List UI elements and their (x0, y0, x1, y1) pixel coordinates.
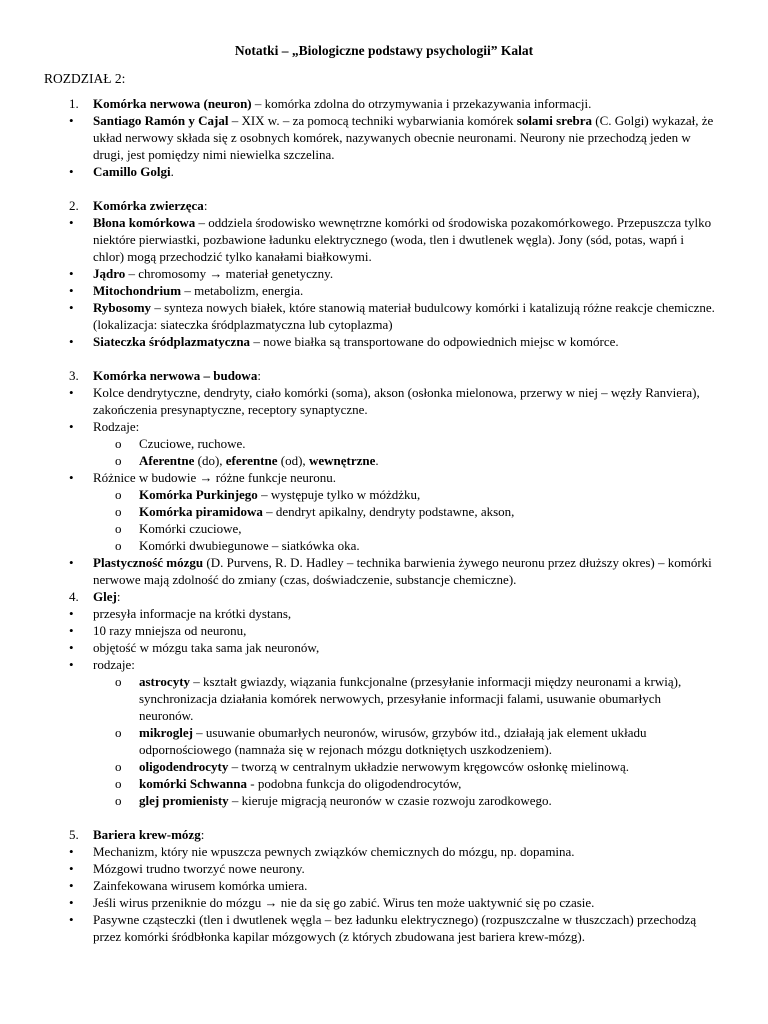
chapter-heading: ROZDZIAŁ 2: (44, 71, 126, 86)
sub-list-item (0, 486, 768, 503)
text-run: rodzaje: (93, 657, 135, 672)
sub-bullet: o (115, 759, 122, 774)
list-item (0, 265, 768, 282)
bullet: • (69, 113, 74, 128)
list-number: 3. (69, 368, 79, 383)
section-gap (0, 350, 768, 367)
list-item (0, 163, 768, 180)
text-run: : (200, 827, 205, 842)
sub-bullet: o (115, 538, 122, 553)
bold-term: Komórka nerwowa – budowa (93, 368, 258, 383)
text-run: – synteza nowych białek, które stanowią materiał budulcowy komórki i katalizują różne reakcje chemiczne. (lokalizacja: siateczka śródplazmatyczna lub cytoplazma) (93, 300, 715, 332)
text-run: . (170, 164, 174, 179)
bold-term: mikroglej (139, 725, 193, 740)
bullet: • (69, 334, 74, 349)
text-run: Mechanizm, który nie wpuszcza pewnych związków chemicznych do mózgu, np. dopamina. (93, 844, 575, 859)
bold-term: Rybosomy (93, 300, 152, 315)
list-item (0, 367, 768, 384)
bold-term: Siateczka śródplazmatyczna (93, 334, 251, 349)
bold-term: komórki Schwanna (139, 776, 247, 791)
bold-term: Plastyczność mózgu (93, 555, 204, 570)
list-item (0, 214, 768, 265)
sub-list-item (0, 724, 768, 758)
sub-bullet: o (115, 504, 122, 519)
list-number: 1. (69, 96, 79, 111)
text-run: (C. Golgi) wykazał, że układ nerwowy składa się z osobnych komórek, nazywanych obecnie neuronami. Neurony nie przechodzą jeden w drugi, jest pomiędzy nimi niewielka szczelina. (93, 113, 714, 162)
list-number: 4. (69, 589, 79, 604)
sub-bullet: o (115, 453, 122, 468)
text-run: . (375, 453, 379, 468)
list-item (0, 656, 768, 673)
bullet: • (69, 555, 74, 570)
bullet: • (69, 300, 74, 315)
list-item (0, 197, 768, 214)
bold-term: Komórka nerwowa (neuron) (93, 96, 252, 111)
text-run: Kolce dendrytyczne, dendryty, ciało komórki (soma), akson (osłonka mielonowa, przerwy w niej – węzły Ranviera), zakończenia presynaptyczne, receptory synaptyczne. (93, 385, 700, 417)
sub-list-item (0, 435, 768, 452)
list-number: 5. (69, 827, 79, 842)
bold-term: Bariera krew-mózg (93, 827, 201, 842)
list-item (0, 911, 768, 945)
list-item (0, 877, 768, 894)
text-run: – XIX w. – za pomocą techniki wybarwiania komórek (228, 113, 517, 128)
bullet: • (69, 895, 74, 910)
bold-term: Aferentne (139, 453, 195, 468)
bold-term: Camillo Golgi (93, 164, 171, 179)
list-item (0, 639, 768, 656)
bold-term: solami srebra (516, 113, 592, 128)
list-item (0, 299, 768, 333)
list-item (0, 554, 768, 588)
notes-list (0, 95, 768, 945)
bold-term: Komórka Purkinjego (139, 487, 258, 502)
text-run: Jeśli wirus przeniknie do mózgu → nie da się go zabić. Wirus ten może uaktywnić się po czasie. (93, 895, 595, 910)
text-run: Pasywne cząsteczki (tlen i dwutlenek węgla – bez ładunku elektrycznego) (rozpuszczalne w tłuszczach) przechodzą przez komórki śródbłonka kapilar mózgowych (z których zbudowana jest bariera krew-mózg). (93, 912, 697, 944)
bold-term: Glej (93, 589, 117, 604)
list-item (0, 384, 768, 418)
list-item (0, 282, 768, 299)
bullet: • (69, 912, 74, 927)
text-run: – kieruje migracją neuronów w czasie rozwoju zarodkowego. (228, 793, 552, 808)
bold-term: Jądro (93, 266, 126, 281)
text-run: – kształt gwiazdy, wiązania funkcjonalne (przesyłanie informacji między neuronami a krwią), synchronizacja działania komórek nerwowych, przesyłanie informacji falami, usuwanie obumarłych neuronów. (139, 674, 682, 723)
bullet: • (69, 470, 74, 485)
bold-term: eferentne (225, 453, 278, 468)
text-run: – usuwanie obumarłych neuronów, wirusów, grzybów itd., działają jak element układu odpornościowego (namnaża się w rejonach mózgu dotkniętych uszkodzeniem). (139, 725, 647, 757)
bullet: • (69, 215, 74, 230)
bold-term: Komórka zwierzęca (93, 198, 204, 213)
bullet: • (69, 164, 74, 179)
section-gap (0, 809, 768, 826)
list-item (0, 894, 768, 911)
list-item (0, 333, 768, 350)
bullet: • (69, 385, 74, 400)
list-item (0, 469, 768, 486)
text-run: – oddziela środowisko wewnętrzne komórki od środowiska pozakomórkowego. Przepuszcza tylko niektóre pierwiastki, pozbawione ładunku elektrycznego (woda, tlen i dwutlenek węgla). Jony (sód, potas, wapń i chlor) mogą przechodzić tylko kanałami białkowymi. (93, 215, 712, 264)
list-item (0, 588, 768, 605)
text-run: – chromosomy → materiał genetyczny. (125, 266, 334, 281)
list-item (0, 622, 768, 639)
bold-term: oligodendrocyty (139, 759, 229, 774)
text-run: : (257, 368, 261, 383)
sub-bullet: o (115, 521, 122, 536)
bullet: • (69, 283, 74, 298)
list-item (0, 112, 768, 163)
text-run: – metabolizm, energia. (181, 283, 304, 298)
text-run: – komórka zdolna do otrzymywania i przekazywania informacji. (251, 96, 592, 111)
sub-list-item (0, 503, 768, 520)
bold-term: Mitochondrium (93, 283, 182, 298)
text-run: : (116, 589, 121, 604)
sub-bullet: o (115, 487, 122, 502)
bullet: • (69, 266, 74, 281)
list-item (0, 418, 768, 435)
bullet: • (69, 861, 74, 876)
list-item (0, 860, 768, 877)
list-number: 2. (69, 198, 79, 213)
text-run: objętość w mózgu taka sama jak neuronów, (93, 640, 320, 655)
list-item (0, 843, 768, 860)
text-run: Mózgowi trudno tworzyć nowe neurony. (93, 861, 305, 876)
list-item (0, 826, 768, 843)
sub-bullet: o (115, 725, 122, 740)
document-title: Notatki – „Biologiczne podstawy psychologii” Kalat (234, 43, 534, 58)
text-run: Różnice w budowie → różne funkcje neuronu. (93, 470, 336, 485)
text-run: – tworzą w centralnym układzie nerwowym kręgowców osłonkę mielinową. (228, 759, 630, 774)
bullet: • (69, 606, 74, 621)
text-run: Zainfekowana wirusem komórka umiera. (93, 878, 308, 893)
sub-list-item (0, 673, 768, 724)
list-item (0, 95, 768, 112)
bullet: • (69, 657, 74, 672)
sub-bullet: o (115, 793, 122, 808)
text-run: – nowe białka są transportowane do odpowiednich miejsc w komórce. (250, 334, 619, 349)
bullet: • (69, 878, 74, 893)
bullet: • (69, 623, 74, 638)
sub-list-item (0, 520, 768, 537)
list-item (0, 605, 768, 622)
sub-list-item (0, 452, 768, 469)
text-run: : (203, 198, 208, 213)
sub-list-item (0, 775, 768, 792)
text-run: (od), (277, 453, 309, 468)
text-run: Komórki czuciowe, (139, 521, 242, 536)
text-run: – występuje tylko w móżdżku, (257, 487, 421, 502)
bold-term: Santiago Ramón y Cajal (93, 113, 229, 128)
sub-bullet: o (115, 436, 122, 451)
sub-list-item (0, 758, 768, 775)
sub-list-item (0, 792, 768, 809)
sub-list-item (0, 537, 768, 554)
text-run: Rodzaje: (93, 419, 140, 434)
text-run: - podobna funkcja do oligodendrocytów, (247, 776, 462, 791)
section-gap (0, 180, 768, 197)
text-run: Czuciowe, ruchowe. (139, 436, 246, 451)
bullet: • (69, 640, 74, 655)
text-run: (D. Purvens, R. D. Hadley – technika barwienia żywego neuronu przez dłuższy okres) – komórki nerwowe mają zdolność do zmiany (czas, doświadczenie, substancje chemiczne). (93, 555, 712, 587)
sub-bullet: o (115, 776, 122, 791)
bold-term: glej promienisty (139, 793, 229, 808)
bold-term: wewnętrzne (308, 453, 376, 468)
bold-term: astrocyty (139, 674, 191, 689)
bullet: • (69, 419, 74, 434)
sub-bullet: o (115, 674, 122, 689)
bold-term: Komórka piramidowa (139, 504, 263, 519)
text-run: przesyła informacje na krótki dystans, (93, 606, 292, 621)
bullet: • (69, 844, 74, 859)
text-run: 10 razy mniejsza od neuronu, (93, 623, 247, 638)
bold-term: Błona komórkowa (93, 215, 196, 230)
text-run: (do), (194, 453, 226, 468)
text-run: Komórki dwubiegunowe – siatkówka oka. (139, 538, 360, 553)
text-run: – dendryt apikalny, dendryty podstawne, akson, (262, 504, 515, 519)
